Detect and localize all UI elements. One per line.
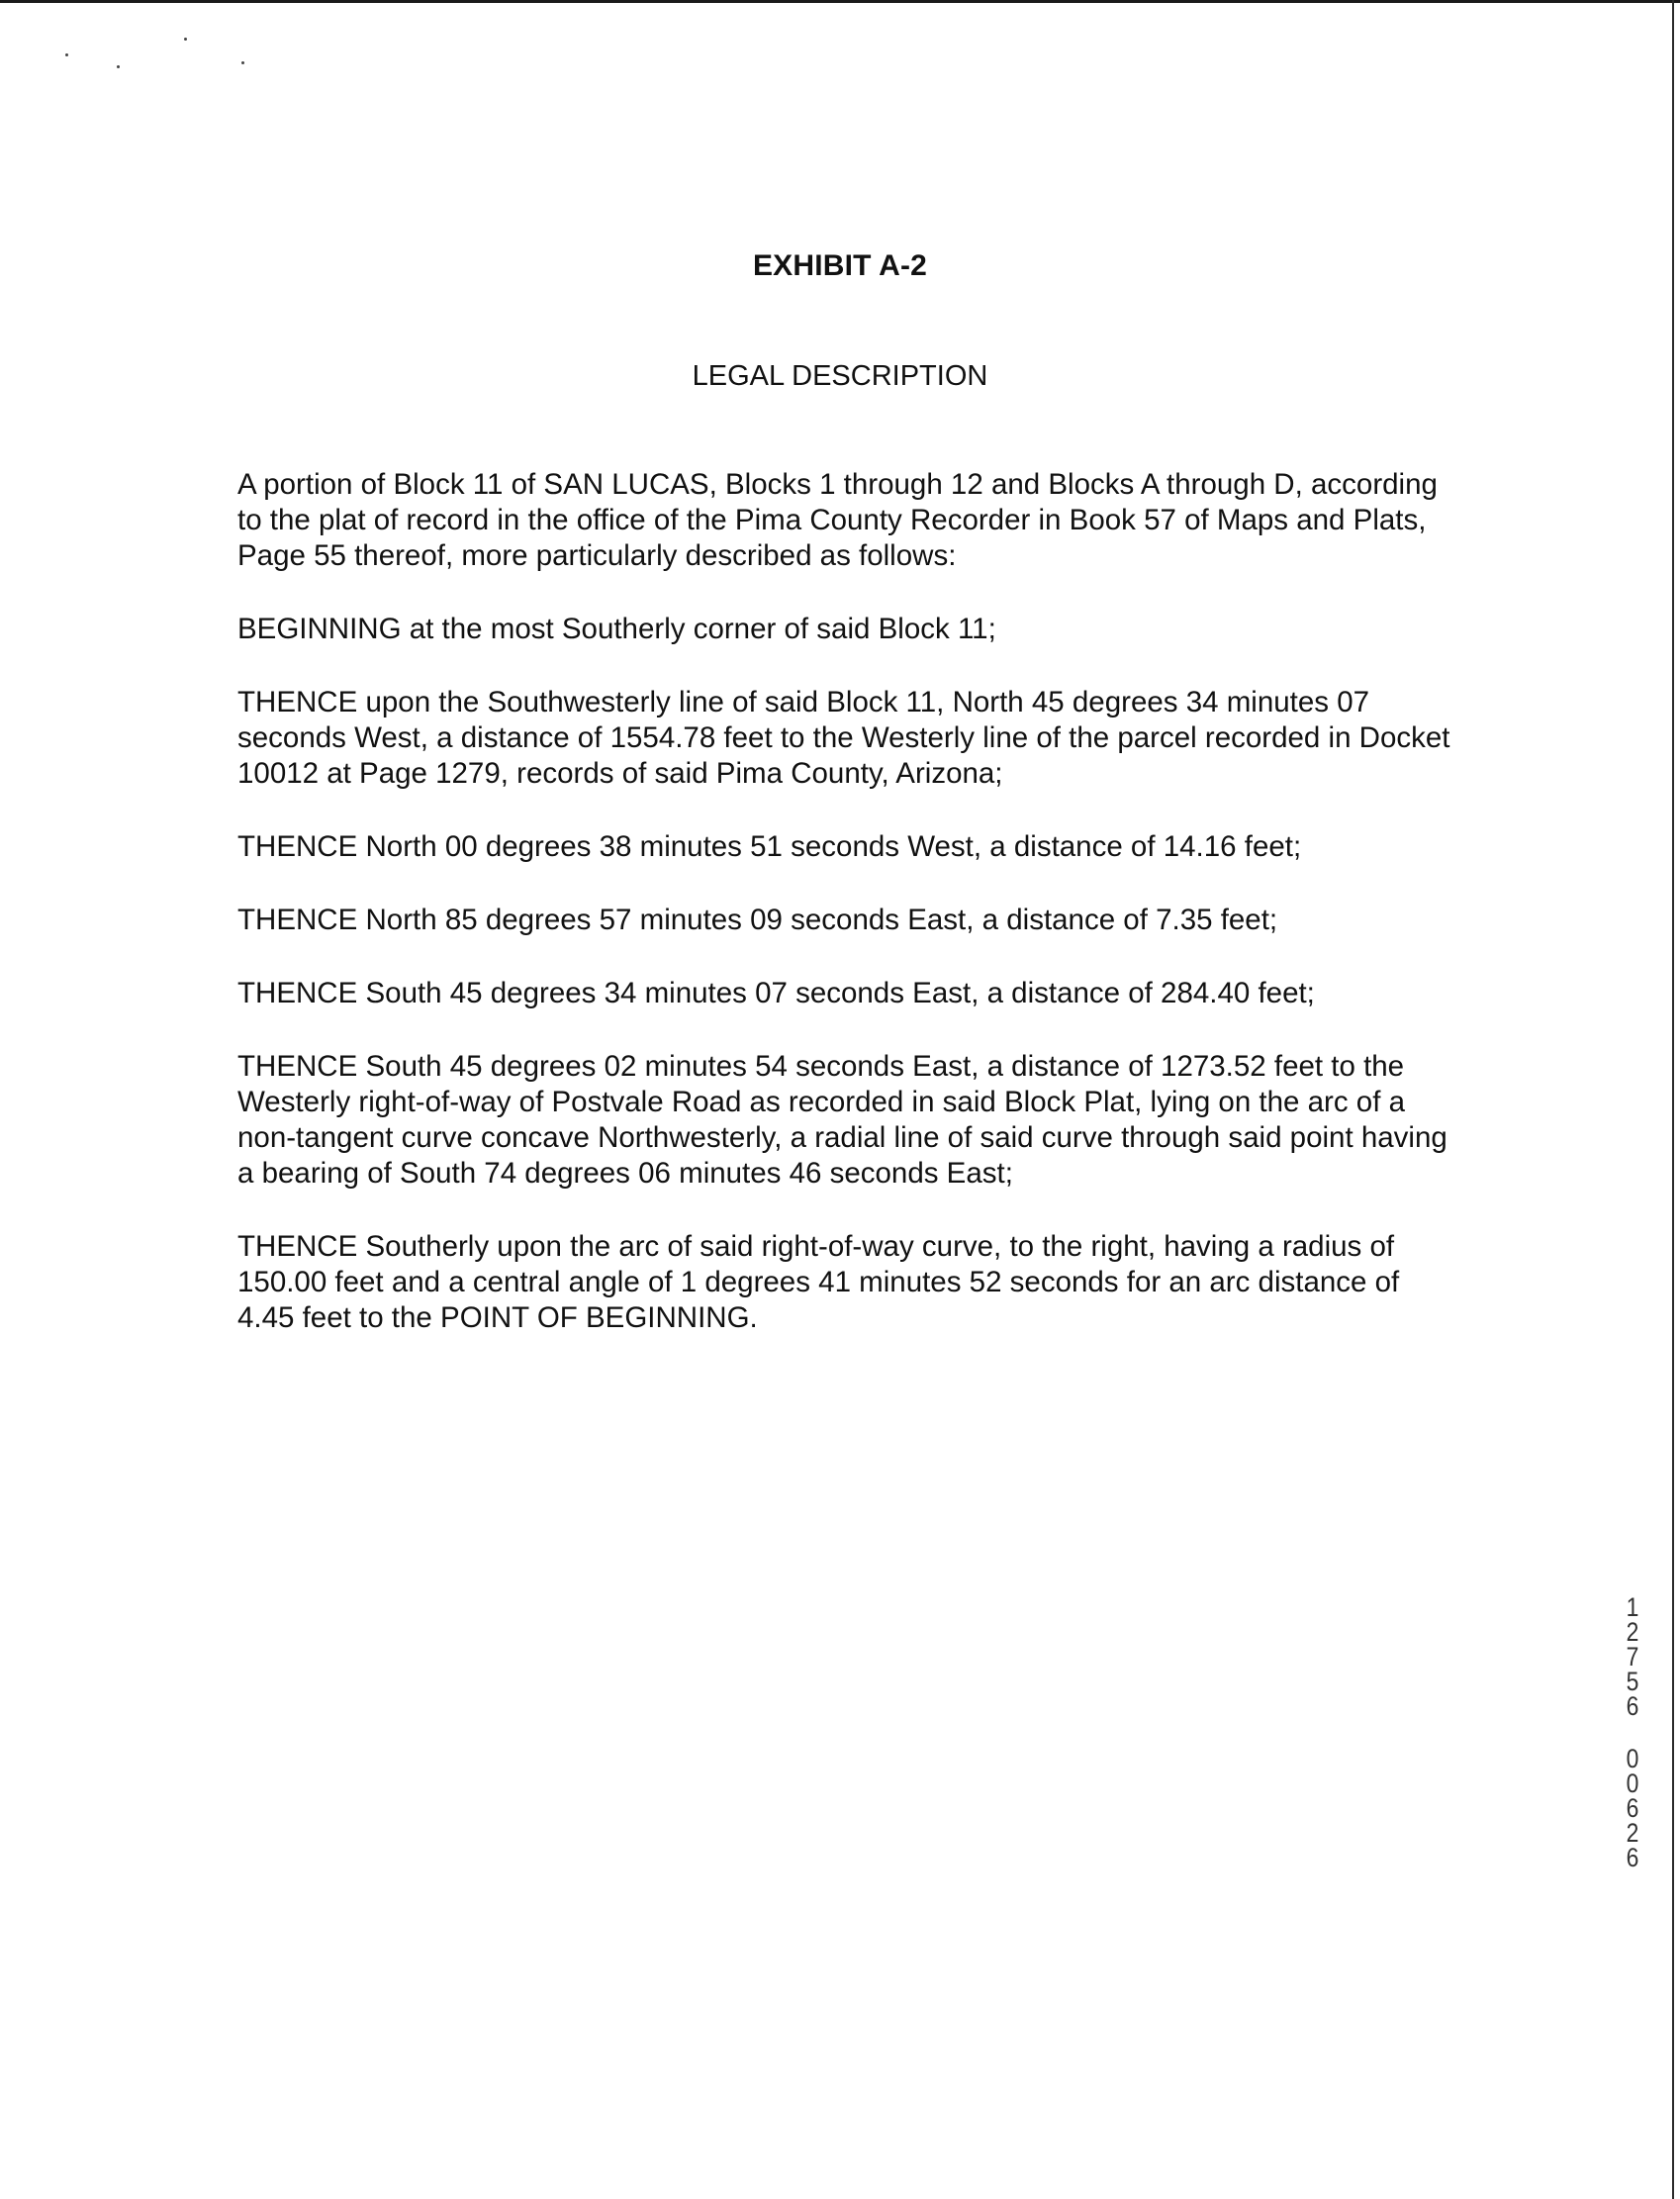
stamp-gap [1621,1719,1644,1747]
page-subtitle: LEGAL DESCRIPTION [692,360,988,392]
paragraph-thence-3: THENCE North 85 degrees 57 minutes 09 seconds East, a distance of 7.35 feet; [237,904,1278,936]
paragraph-thence-5: THENCE South 45 degrees 02 minutes 54 seconds East, a distance of 1273.52 feet to the Westerly right-of-way of Postvale Road as recorded in said Block Plat, lying on the arc of a non-tangent curve concave Northwesterly, a radial line of said curve through said point having a bearing of South 74 degrees 06 minutes 46 seconds East; [237,1050,1447,1190]
page-title: EXHIBIT A-2 [752,249,928,282]
scan-speck [117,65,120,68]
stamp-docket-number: 12756 [1626,1592,1639,1721]
paragraph-beginning: BEGINNING at the most Southerly corner of said Block 11; [237,613,996,645]
paragraph-thence-4: THENCE South 45 degrees 34 minutes 07 seconds East, a distance of 284.40 feet; [237,977,1315,1009]
paragraph-thence-6: THENCE Southerly upon the arc of said right-of-way curve, to the right, having a radius of 150.00 feet and a central angle of 1 degrees 41 minutes 52 seconds for an arc distance of 4.45 feet to the POINT OF BEGINNING. [237,1230,1400,1334]
stamp-page-number: 00626 [1626,1744,1639,1872]
paragraph-thence-2: THENCE North 00 degrees 38 minutes 51 seconds West, a distance of 14.16 feet; [237,830,1302,863]
recording-stamp [1621,1592,1644,1872]
scan-speck [65,53,68,56]
scan-speck [184,38,187,41]
scan-top-border [0,0,1680,3]
paragraph-thence-1: THENCE upon the Southwesterly line of said Block 11, North 45 degrees 34 minutes 07 seconds West, a distance of 1554.78 feet to the Westerly line of the parcel recorded in Docket 10012 at Page 1279, records of said Pima County, Arizona; [237,686,1450,790]
scan-right-border [1672,0,1674,2199]
scan-speck [241,61,244,64]
legal-description-body [237,467,1450,1374]
paragraph-intro: A portion of Block 11 of SAN LUCAS, Blocks 1 through 12 and Blocks A through D, according to the plat of record in the office of the Pima County Recorder in Book 57 of Maps and Plats, Page 55 thereof, more particularly described as follows: [237,468,1438,572]
